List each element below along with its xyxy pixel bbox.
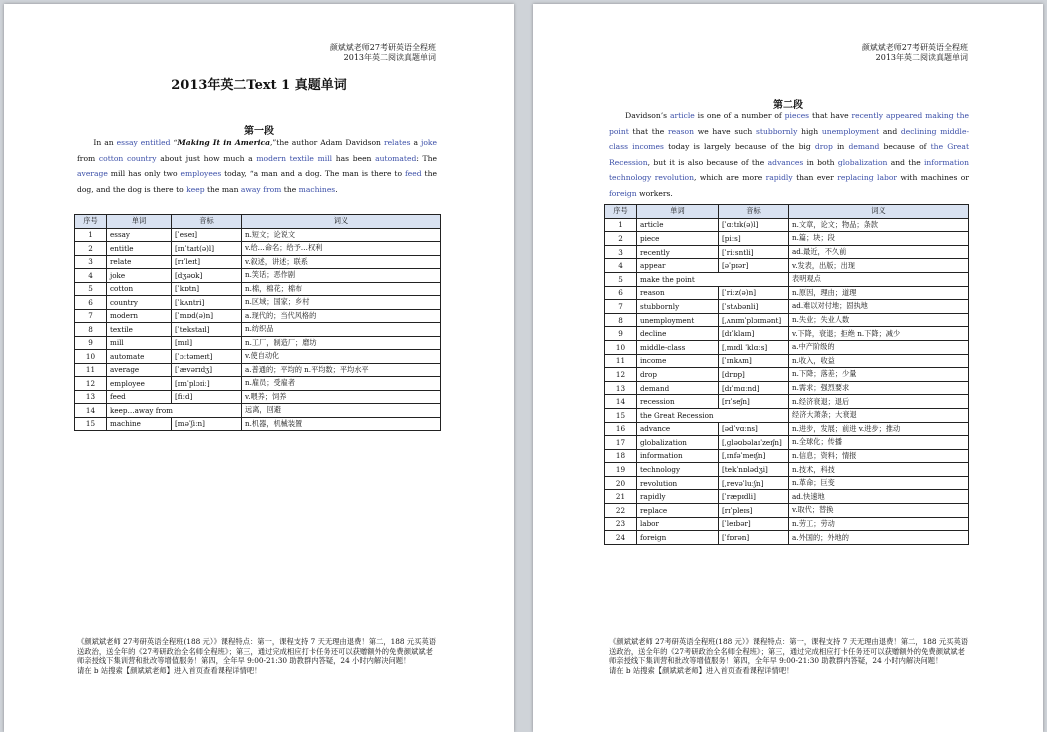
text-run: : The bbox=[416, 153, 437, 163]
table-row bbox=[605, 300, 969, 314]
highlighted-word: reason bbox=[667, 126, 694, 136]
highlighted-word: average bbox=[77, 169, 108, 179]
cell-meaning: a.中产阶级的 bbox=[789, 340, 969, 354]
cell-meaning: n.全球化；传播 bbox=[789, 436, 969, 450]
cell-meaning: n.笑话；恶作剧 bbox=[242, 269, 441, 283]
cell-phonetic: [dʒəʊk] bbox=[172, 269, 242, 283]
cell-index: 5 bbox=[75, 282, 107, 296]
cell-word: relate bbox=[107, 255, 172, 269]
cell-phonetic: [ˌɪnfəˈmeɪʃn] bbox=[719, 449, 789, 463]
footer-search-hint: 请在 b 站搜索【颜斌斌老师】进入首页查看课程详情吧！ bbox=[609, 665, 794, 675]
table-row bbox=[605, 272, 969, 286]
highlighted-word: automated bbox=[375, 153, 417, 163]
table-row bbox=[605, 259, 969, 273]
cell-phonetic: [ˈmɒd(ə)n] bbox=[172, 309, 242, 323]
vocabulary-table bbox=[604, 204, 969, 545]
cell-index: 24 bbox=[605, 531, 637, 545]
cell-word: technology bbox=[637, 463, 719, 477]
cell-meaning: n.信息；资料；情报 bbox=[789, 449, 969, 463]
table-row bbox=[605, 476, 969, 490]
cell-index: 2 bbox=[75, 242, 107, 256]
table-row bbox=[605, 313, 969, 327]
cell-meaning: 远离，回避 bbox=[242, 404, 441, 418]
cell-word: rapidly bbox=[637, 490, 719, 504]
cell-word: feed bbox=[107, 390, 172, 404]
cell-index: 19 bbox=[605, 463, 637, 477]
cell-meaning: n.棉，棉花；棉布 bbox=[242, 282, 441, 296]
highlighted-word: the Great Recession bbox=[609, 142, 969, 167]
text-run: mill has only two bbox=[107, 169, 181, 179]
cell-index: 18 bbox=[605, 449, 637, 463]
cell-meaning: 表明观点 bbox=[789, 272, 969, 286]
text-run: the man bbox=[204, 184, 241, 194]
highlighted-word: modern textile mill bbox=[256, 153, 333, 163]
cell-meaning: v.发表，出版；出现 bbox=[789, 259, 969, 273]
cell-index: 20 bbox=[605, 476, 637, 490]
highlighted-word: relates bbox=[383, 138, 411, 147]
text-run: is one of a number of bbox=[694, 111, 785, 120]
cell-word: country bbox=[107, 296, 172, 310]
cell-meaning: n.革命；巨变 bbox=[789, 476, 969, 490]
cell-phonetic: [ˈtekstaɪl] bbox=[172, 323, 242, 337]
cell-phonetic: [ˈriːz(ə)n] bbox=[719, 286, 789, 300]
cell-word: modern bbox=[107, 309, 172, 323]
table-row bbox=[75, 390, 441, 404]
cell-word: advance bbox=[637, 422, 719, 436]
text-run: high bbox=[797, 126, 822, 136]
table-row bbox=[605, 368, 969, 382]
cell-meaning: n.技术，科技 bbox=[789, 463, 969, 477]
table-row bbox=[75, 363, 441, 377]
highlighted-word: declining middle-class incomes bbox=[609, 126, 970, 152]
cell-index: 10 bbox=[605, 340, 637, 354]
table-row bbox=[605, 232, 969, 246]
cell-phonetic: [dɪˈklaɪn] bbox=[719, 327, 789, 341]
text-run: and the bbox=[887, 157, 924, 167]
cell-meaning: n.进步，发展；前进 v.进步；推动 bbox=[789, 422, 969, 436]
page-header bbox=[330, 43, 436, 63]
text-run: the dog, and the dog is there to bbox=[77, 169, 437, 194]
cell-index: 4 bbox=[605, 259, 637, 273]
cell-word: demand bbox=[637, 381, 719, 395]
highlighted-word: demand bbox=[848, 142, 880, 152]
cell-phonetic: [tekˈnɒlədʒi] bbox=[719, 463, 789, 477]
cell-phonetic: [mɪl] bbox=[172, 336, 242, 350]
header-word: 单词 bbox=[637, 205, 719, 219]
header-line: 2013年英二阅读真题单词 bbox=[875, 53, 968, 62]
text-run: today is largely because of the big bbox=[663, 142, 815, 152]
table-row bbox=[605, 395, 969, 409]
table-row bbox=[75, 336, 441, 350]
cell-meaning: n.短文；论说文 bbox=[242, 228, 441, 242]
cell-word: recently bbox=[637, 245, 719, 259]
cell-index: 17 bbox=[605, 436, 637, 450]
table-row bbox=[605, 381, 969, 395]
table-row bbox=[605, 517, 969, 531]
table-row bbox=[75, 323, 441, 337]
cell-phonetic: [ˈriːsntli] bbox=[719, 245, 789, 259]
table-row bbox=[605, 504, 969, 518]
table-row bbox=[75, 417, 441, 431]
passage-paragraph bbox=[77, 135, 437, 197]
cell-word: middle-class bbox=[637, 340, 719, 354]
page-footer bbox=[609, 637, 971, 675]
cell-index: 6 bbox=[605, 286, 637, 300]
highlighted-word: foreign bbox=[609, 188, 637, 198]
cell-phonetic: [ˈkɒtn] bbox=[172, 282, 242, 296]
cell-meaning: ad.难以对付地；固执地 bbox=[789, 300, 969, 314]
table-row bbox=[605, 327, 969, 341]
cell-word: the Great Recession bbox=[637, 408, 789, 422]
cell-word: reason bbox=[637, 286, 719, 300]
cell-phonetic: [ˈɔːtəmeɪt] bbox=[172, 350, 242, 364]
cell-word: recession bbox=[637, 395, 719, 409]
cell-meaning: v.取代；替换 bbox=[789, 504, 969, 518]
section-title: 第一段 bbox=[244, 126, 274, 137]
text-run: that have bbox=[809, 111, 852, 120]
document-page-1 bbox=[4, 4, 514, 732]
highlighted-word: feed bbox=[404, 169, 422, 179]
text-run: than ever bbox=[792, 173, 838, 183]
text-run: and bbox=[879, 126, 901, 136]
section-title: 第二段 bbox=[773, 100, 803, 111]
cell-meaning: v.喂养；饲养 bbox=[242, 390, 441, 404]
cell-index: 11 bbox=[605, 354, 637, 368]
cell-phonetic: [ˈræpɪdli] bbox=[719, 490, 789, 504]
cell-meaning: n.需求；强烈要求 bbox=[789, 381, 969, 395]
table-row bbox=[75, 309, 441, 323]
highlighted-word: essay bbox=[116, 138, 138, 147]
cell-meaning: a.现代的；当代风格的 bbox=[242, 309, 441, 323]
cell-index: 15 bbox=[75, 417, 107, 431]
highlighted-word: information technology revolution bbox=[609, 157, 969, 183]
cell-index: 1 bbox=[75, 228, 107, 242]
highlighted-word: globalization bbox=[837, 157, 888, 167]
cell-index: 7 bbox=[75, 309, 107, 323]
cell-index: 12 bbox=[75, 377, 107, 391]
cell-index: 10 bbox=[75, 350, 107, 364]
cell-phonetic: [piːs] bbox=[719, 232, 789, 246]
highlighted-word: unemployment bbox=[821, 126, 880, 136]
cell-index: 13 bbox=[75, 390, 107, 404]
table-header-row bbox=[605, 205, 969, 219]
cell-phonetic: [məˈʃiːn] bbox=[172, 417, 242, 431]
header-line: 颜斌斌老师27考研英语全程班 bbox=[861, 43, 968, 52]
text-run: , but it is also because of the bbox=[647, 157, 768, 167]
cell-index: 14 bbox=[605, 395, 637, 409]
text-run: a bbox=[410, 138, 421, 147]
cell-index: 21 bbox=[605, 490, 637, 504]
cell-word: mill bbox=[107, 336, 172, 350]
cell-meaning: n.纺织品 bbox=[242, 323, 441, 337]
highlighted-word: joke bbox=[421, 138, 438, 147]
cell-word: average bbox=[107, 363, 172, 377]
cell-index: 7 bbox=[605, 300, 637, 314]
cell-word: income bbox=[637, 354, 719, 368]
table-row bbox=[605, 408, 969, 422]
cell-index: 15 bbox=[605, 408, 637, 422]
header-line: 2013年英二阅读真题单词 bbox=[343, 53, 436, 62]
cell-index: 3 bbox=[75, 255, 107, 269]
text-run: the bbox=[281, 184, 299, 194]
text-run: “ bbox=[170, 138, 178, 147]
cell-word: employee bbox=[107, 377, 172, 391]
cell-phonetic: [ˌɡləʊbəlaɪˈzeɪʃn] bbox=[719, 436, 789, 450]
text-run: workers. bbox=[636, 188, 673, 198]
cell-phonetic: [fiːd] bbox=[172, 390, 242, 404]
highlighted-word: recently appeared bbox=[851, 111, 923, 120]
highlighted-word: making the point bbox=[609, 111, 969, 136]
highlighted-word: article bbox=[669, 111, 695, 120]
cell-meaning: a.外国的；外地的 bbox=[789, 531, 969, 545]
text-run: we have such bbox=[693, 126, 756, 136]
cell-word: keep…away from bbox=[107, 404, 242, 418]
cell-word: revolution bbox=[637, 476, 719, 490]
cell-index: 5 bbox=[605, 272, 637, 286]
highlighted-word: machines bbox=[298, 184, 336, 194]
cell-phonetic: [dɪˈmɑːnd] bbox=[719, 381, 789, 395]
passage-paragraph bbox=[609, 108, 969, 202]
cell-index: 2 bbox=[605, 232, 637, 246]
table-row bbox=[75, 377, 441, 391]
cell-meaning: 经济大萧条；大衰退 bbox=[789, 408, 969, 422]
cell-meaning: n.区域；国家；乡村 bbox=[242, 296, 441, 310]
text-run: has been bbox=[332, 153, 376, 163]
header-phonetic: 音标 bbox=[172, 215, 242, 229]
table-row bbox=[605, 436, 969, 450]
cell-word: make the point bbox=[637, 272, 789, 286]
text-run: ,”the author Adam Davidson bbox=[270, 138, 384, 147]
highlighted-word: drop bbox=[814, 142, 833, 152]
cell-meaning: n.经济衰退；退后 bbox=[789, 395, 969, 409]
header-meaning: 词义 bbox=[789, 205, 969, 219]
table-row bbox=[605, 463, 969, 477]
table-row bbox=[605, 490, 969, 504]
text-run: Davidson’s bbox=[609, 111, 670, 120]
highlighted-word: entitled bbox=[140, 138, 171, 147]
cell-phonetic: [ɪmˈplɔɪiː] bbox=[172, 377, 242, 391]
cell-word: entitle bbox=[107, 242, 172, 256]
header-index: 序号 bbox=[605, 205, 637, 219]
cell-phonetic: [ˈɑːtɪk(ə)l] bbox=[719, 218, 789, 232]
text-run: about just how much a bbox=[156, 153, 257, 163]
cell-meaning: n.篇；块；段 bbox=[789, 232, 969, 246]
cell-phonetic: [ˈeseɪ] bbox=[172, 228, 242, 242]
highlighted-word: cotton country bbox=[98, 153, 157, 163]
cell-index: 6 bbox=[75, 296, 107, 310]
text-run: from bbox=[77, 153, 99, 163]
cell-meaning: n.工厂，制造厂；磨坊 bbox=[242, 336, 441, 350]
cell-index: 1 bbox=[605, 218, 637, 232]
footer-search-hint: 请在 b 站搜索【颜斌斌老师】进入首页查看课程详情吧！ bbox=[77, 665, 262, 675]
table-row bbox=[75, 296, 441, 310]
cell-word: automate bbox=[107, 350, 172, 364]
cell-phonetic: [rɪˈpleɪs] bbox=[719, 504, 789, 518]
text-run: with machines or bbox=[897, 173, 969, 183]
table-row bbox=[605, 422, 969, 436]
cell-index: 23 bbox=[605, 517, 637, 531]
cell-index: 4 bbox=[75, 269, 107, 283]
highlighted-word: away from bbox=[240, 184, 282, 194]
footer-promo-text: 《颜斌斌老师 27考研英语全程班(188 元）》课程特点：第一，课程支持 7 天无理由退费！第二，188 元买英语送政治，送全年的《27考研政治全名师全程班》；第三，通过完成相应打卡任务还可以获赠额外的免费颜斌斌老师亲授线下集训营和批改等增值服务！第四，全年早 9:00-21:30 助教群内答疑，24 小时内解决问题！ bbox=[77, 637, 437, 666]
cell-word: foreign bbox=[637, 531, 719, 545]
cell-meaning: v.给…命名；给予…权利 bbox=[242, 242, 441, 256]
header-index: 序号 bbox=[75, 215, 107, 229]
cell-meaning: n.雇员；受雇者 bbox=[242, 377, 441, 391]
cell-phonetic: [rɪˈseʃn] bbox=[719, 395, 789, 409]
cell-meaning: n.原因，理由；道理 bbox=[789, 286, 969, 300]
cell-meaning: n.下降；落差；少量 bbox=[789, 368, 969, 382]
cell-index: 16 bbox=[605, 422, 637, 436]
cell-word: information bbox=[637, 449, 719, 463]
table-row bbox=[605, 449, 969, 463]
cell-meaning: n.收入，收益 bbox=[789, 354, 969, 368]
cell-phonetic: [ədˈvɑːns] bbox=[719, 422, 789, 436]
text-run: , which are more bbox=[693, 173, 766, 183]
cell-word: joke bbox=[107, 269, 172, 283]
cell-meaning: v.叙述，讲述；联系 bbox=[242, 255, 441, 269]
cell-word: stubbornly bbox=[637, 300, 719, 314]
table-row bbox=[75, 282, 441, 296]
vocabulary-table bbox=[74, 214, 441, 431]
cell-phonetic: [ˈstʌbənli] bbox=[719, 300, 789, 314]
highlighted-word: keep bbox=[186, 184, 205, 194]
cell-word: globalization bbox=[637, 436, 719, 450]
table-row bbox=[605, 354, 969, 368]
footer-promo-text: 《颜斌斌老师 27考研英语全程班(188 元）》课程特点：第一，课程支持 7 天无理由退费！第二，188 元买英语送政治，送全年的《27考研政治全名师全程班》；第三，通过完成相应打卡任务还可以获赠额外的免费颜斌斌老师亲授线下集训营和批改等增值服务！第四，全年早 9:00-21:30 助教群内答疑，24 小时内解决问题！ bbox=[609, 637, 969, 666]
table-row bbox=[605, 531, 969, 545]
cell-index: 9 bbox=[605, 327, 637, 341]
header-line: 颜斌斌老师27考研英语全程班 bbox=[329, 43, 436, 52]
cell-phonetic: [ˌmɪdl ˈklɑːs] bbox=[719, 340, 789, 354]
table-row bbox=[75, 255, 441, 269]
highlighted-word: pieces bbox=[784, 111, 810, 120]
table-row bbox=[605, 245, 969, 259]
essay-title: Making It in America bbox=[177, 138, 271, 147]
cell-index: 11 bbox=[75, 363, 107, 377]
highlighted-word: replacing labor bbox=[837, 173, 898, 183]
text-run: today, “a man and a dog. The man is there to bbox=[221, 169, 405, 179]
cell-meaning: n.失业；失业人数 bbox=[789, 313, 969, 327]
table-row bbox=[605, 340, 969, 354]
cell-index: 14 bbox=[75, 404, 107, 418]
cell-index: 9 bbox=[75, 336, 107, 350]
page-header bbox=[862, 43, 968, 63]
cell-index: 12 bbox=[605, 368, 637, 382]
cell-word: textile bbox=[107, 323, 172, 337]
cell-word: piece bbox=[637, 232, 719, 246]
cell-word: replace bbox=[637, 504, 719, 518]
cell-meaning: ad.快速地 bbox=[789, 490, 969, 504]
cell-word: cotton bbox=[107, 282, 172, 296]
cell-word: appear bbox=[637, 259, 719, 273]
cell-word: drop bbox=[637, 368, 719, 382]
cell-phonetic: [drɒp] bbox=[719, 368, 789, 382]
table-row bbox=[605, 218, 969, 232]
cell-phonetic: [əˈpɪər] bbox=[719, 259, 789, 273]
cell-phonetic: [ˈleɪbər] bbox=[719, 517, 789, 531]
highlighted-word: rapidly bbox=[765, 173, 793, 183]
cell-phonetic: [ˈkʌntri] bbox=[172, 296, 242, 310]
cell-word: unemployment bbox=[637, 313, 719, 327]
document-page-2 bbox=[533, 4, 1043, 732]
cell-index: 8 bbox=[75, 323, 107, 337]
header-word: 单词 bbox=[107, 215, 172, 229]
cell-meaning: ad.最近，不久前 bbox=[789, 245, 969, 259]
highlighted-word: stubbornly bbox=[756, 126, 798, 136]
cell-phonetic: [ˌʌnɪmˈplɔɪmənt] bbox=[719, 313, 789, 327]
cell-meaning: v.下降，衰退；拒绝 n.下降；减少 bbox=[789, 327, 969, 341]
table-row bbox=[75, 269, 441, 283]
cell-phonetic: [ɪnˈtaɪt(ə)l] bbox=[172, 242, 242, 256]
text-run: that the bbox=[628, 126, 668, 136]
cell-meaning: v.使自动化 bbox=[242, 350, 441, 364]
cell-phonetic: [ˌrevəˈluːʃn] bbox=[719, 476, 789, 490]
document-title: 2013年英二Text 1 真题单词 bbox=[171, 78, 347, 93]
cell-index: 13 bbox=[605, 381, 637, 395]
header-meaning: 词义 bbox=[242, 215, 441, 229]
table-row bbox=[75, 242, 441, 256]
text-run: . bbox=[335, 184, 338, 194]
text-run: in bbox=[832, 142, 849, 152]
text-run: in both bbox=[803, 157, 838, 167]
cell-word: decline bbox=[637, 327, 719, 341]
page-footer bbox=[77, 637, 439, 675]
highlighted-word: employees bbox=[180, 169, 222, 179]
header-phonetic: 音标 bbox=[719, 205, 789, 219]
table-row bbox=[605, 286, 969, 300]
cell-word: essay bbox=[107, 228, 172, 242]
cell-phonetic: [rɪˈleɪt] bbox=[172, 255, 242, 269]
cell-index: 22 bbox=[605, 504, 637, 518]
cell-meaning: n.文章，论文；物品；条款 bbox=[789, 218, 969, 232]
cell-word: labor bbox=[637, 517, 719, 531]
table-row bbox=[75, 404, 441, 418]
cell-meaning: a.普通的；平均的 n.平均数；平均水平 bbox=[242, 363, 441, 377]
table-row bbox=[75, 350, 441, 364]
cell-phonetic: [ˈævərɪdʒ] bbox=[172, 363, 242, 377]
cell-word: article bbox=[637, 218, 719, 232]
cell-meaning: n.劳工；劳动 bbox=[789, 517, 969, 531]
text-run: because of bbox=[879, 142, 931, 152]
cell-phonetic: [ˈɪnkʌm] bbox=[719, 354, 789, 368]
table-row bbox=[75, 228, 441, 242]
highlighted-word: advances bbox=[767, 157, 804, 167]
cell-meaning: n.机器，机械装置 bbox=[242, 417, 441, 431]
cell-index: 3 bbox=[605, 245, 637, 259]
text-run: In an bbox=[77, 138, 117, 147]
cell-word: machine bbox=[107, 417, 172, 431]
cell-index: 8 bbox=[605, 313, 637, 327]
table-header-row bbox=[75, 215, 441, 229]
cell-phonetic: [ˈfɒrən] bbox=[719, 531, 789, 545]
